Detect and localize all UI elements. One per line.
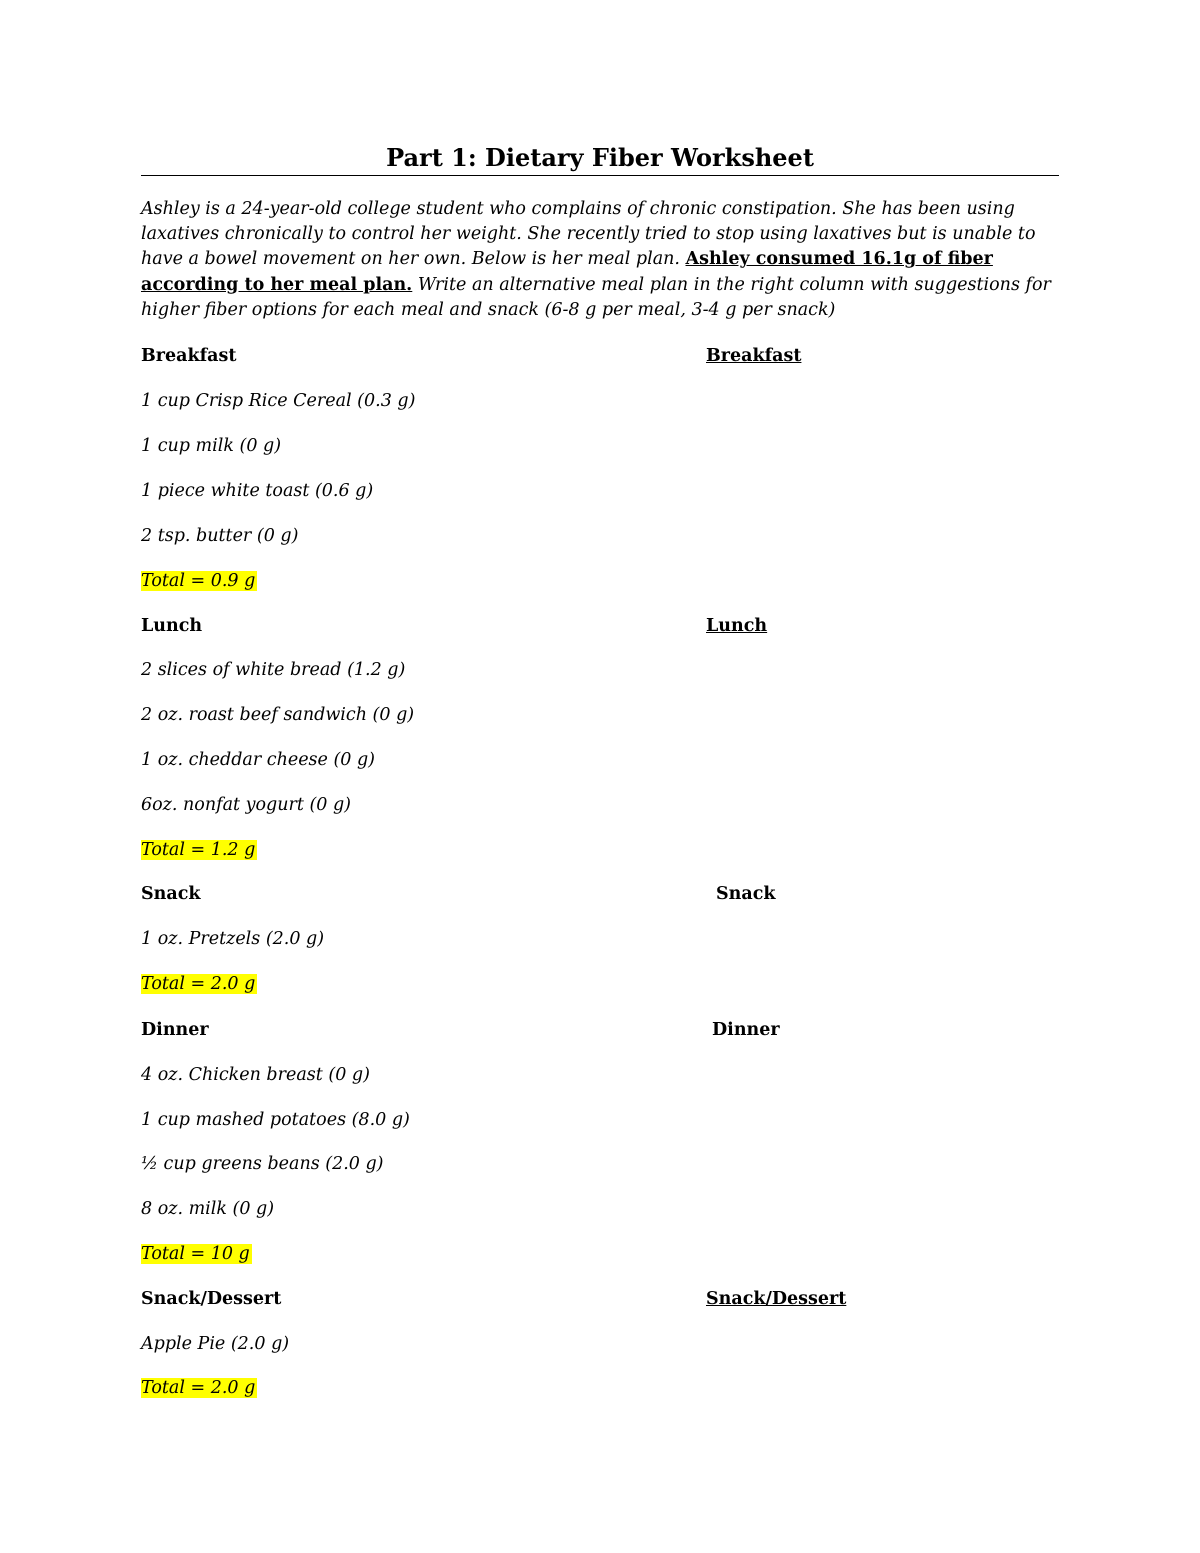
breakfast-total: Total = 0.9 g [141, 571, 256, 591]
breakfast-right-heading: Breakfast [706, 346, 802, 366]
breakfast-heading: Breakfast [141, 346, 237, 366]
page-title: Part 1: Dietary Fiber Worksheet [386, 143, 814, 172]
snack-total: Total = 2.0 g [141, 974, 256, 994]
lunch-item: 1 oz. cheddar cheese (0 g) [141, 750, 376, 770]
dinner-item: ½ cup greens beans (2.0 g) [141, 1154, 384, 1174]
breakfast-item: 1 cup Crisp Rice Cereal (0.3 g) [141, 391, 416, 411]
breakfast-item: 1 piece white toast (0.6 g) [141, 481, 374, 501]
dinner-item: 1 cup mashed potatoes (8.0 g) [141, 1110, 410, 1130]
dinner-heading: Dinner [141, 1020, 209, 1040]
lunch-right-heading: Lunch [706, 616, 768, 636]
lunch-item: 2 slices of white bread (1.2 g) [141, 660, 406, 680]
dinner-right-heading: Dinner [712, 1020, 780, 1040]
dinner-total: Total = 10 g [141, 1244, 250, 1264]
snack-item: 1 oz. Pretzels (2.0 g) [141, 929, 325, 949]
breakfast-item: 1 cup milk (0 g) [141, 436, 282, 456]
title-divider [141, 175, 1059, 176]
dinner-item: 8 oz. milk (0 g) [141, 1199, 275, 1219]
lunch-heading: Lunch [141, 616, 203, 636]
snack-total-line [141, 972, 257, 996]
breakfast-item: 2 tsp. butter (0 g) [141, 526, 299, 546]
intro-emphasis: Ashley consumed 16.1g of fiber according to her meal plan. [141, 249, 993, 295]
intro-paragraph [141, 197, 1071, 323]
lunch-total: Total = 1.2 g [141, 840, 256, 860]
dessert-item: Apple Pie (2.0 g) [141, 1334, 290, 1354]
lunch-total-line [141, 838, 257, 862]
snack-right-heading: Snack [716, 884, 776, 904]
breakfast-total-line [141, 569, 257, 593]
intro-text-before: Ashley is a 24-year-old college student who complains of chronic constipation. She has been using laxatives chronically to control her weight. She recently tried to stop using laxatives but is unable to have a bowel movement on her own. Below is her meal plan. [141, 199, 1036, 270]
dessert-right-heading: Snack/Dessert [706, 1289, 847, 1309]
dinner-total-line [141, 1242, 252, 1266]
lunch-item: 2 oz. roast beef sandwich (0 g) [141, 705, 415, 725]
dessert-total: Total = 2.0 g [141, 1378, 256, 1398]
snack-heading: Snack [141, 884, 201, 904]
dessert-total-line [141, 1376, 257, 1400]
dessert-heading: Snack/Dessert [141, 1289, 282, 1309]
lunch-item: 6oz. nonfat yogurt (0 g) [141, 795, 352, 815]
intro-text-after: Write an alternative meal plan in the right column with suggestions for higher fiber options for each meal and snack (6-8 g per meal, 3-4 g per snack) [141, 274, 1051, 320]
dinner-item: 4 oz. Chicken breast (0 g) [141, 1065, 370, 1085]
